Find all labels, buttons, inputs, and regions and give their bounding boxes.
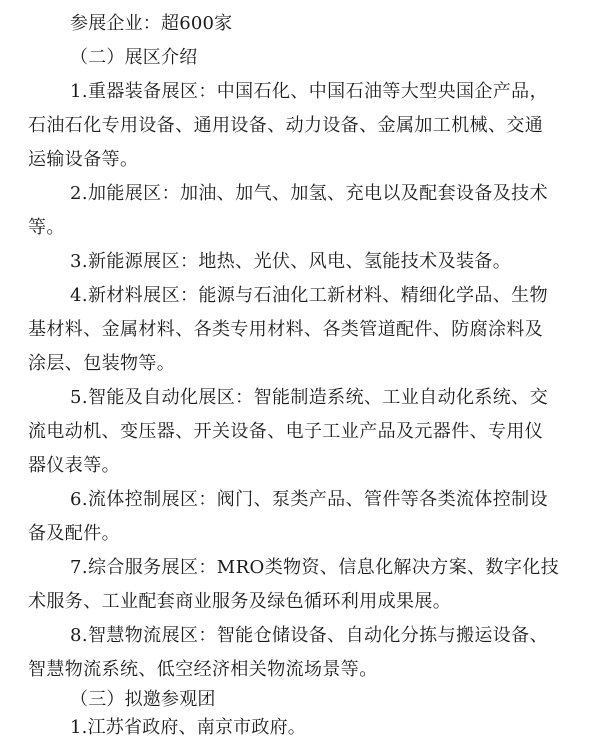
zone-1-line-2: 石油石化专用设备、通用设备、动力设备、金属加工机械、交通 <box>28 115 544 136</box>
zone-item-8-cont <box>28 653 378 687</box>
zone-8-line-2: 智慧物流系统、低空经济相关物流场景等。 <box>28 659 378 680</box>
zone-item-1 <box>70 75 548 109</box>
zone-1-line-1: 1.重器装备展区：中国石化、中国石油等大型央国企产品， <box>70 81 548 102</box>
zone-3-line-1: 3.新能源展区：地热、光伏、风电、氢能技术及装备。 <box>70 251 512 272</box>
zone-6-line-1: 6.流体控制展区：阀门、泵类产品、管件等各类流体控制设 <box>70 489 548 510</box>
zone-item-7-cont <box>28 585 451 619</box>
zone-4-line-1: 4.新材料展区：能源与石油化工新材料、精细化学品、生物 <box>70 285 548 306</box>
zone-item-5-cont <box>28 415 543 483</box>
zone-1-line-3: 运输设备等。 <box>28 149 139 170</box>
zone-4-line-3: 涂层、包装物等。 <box>28 353 176 374</box>
zone-item-4 <box>70 279 548 313</box>
section-heading-visitors: （三）拟邀参观团 <box>70 689 216 710</box>
zone-8-line-1: 8.智慧物流展区：智能仓储设备、自动化分拣与搬运设备、 <box>70 625 548 646</box>
zone-5-line-1: 5.智能及自动化展区：智能制造系统、工业自动化系统、交 <box>70 387 548 408</box>
zone-4-line-2: 基材料、金属材料、各类专用材料、各类管道配件、防腐涂料及 <box>28 319 544 340</box>
zone-2-line-1: 2.加能展区：加油、加气、加氢、充电以及配套设备及技术 <box>70 183 548 204</box>
zone-item-5 <box>70 381 548 415</box>
zone-item-2 <box>70 177 548 211</box>
zone-7-line-2: 术服务、工业配套商业服务及绿色循环利用成果展。 <box>28 591 452 612</box>
visitor-item-1: 1.江苏省政府、南京市政府。 <box>70 717 306 738</box>
zone-item-7 <box>70 551 559 585</box>
zone-5-line-3: 器仪表等。 <box>28 455 120 476</box>
zone-2-line-2: 等。 <box>28 217 65 238</box>
section-heading-zones: （二）展区介绍 <box>70 47 198 68</box>
zone-item-4-cont <box>28 313 543 381</box>
zone-item-6 <box>70 483 548 517</box>
zone-item-6-cont <box>28 517 120 551</box>
zone-item-3 <box>70 245 511 279</box>
exhibitors-count: 参展企业：超600家 <box>70 13 233 34</box>
zone-item-8 <box>70 619 548 653</box>
zone-item-2-cont <box>28 211 65 245</box>
zone-7-line-1: 7.综合服务展区：MRO类物资、信息化解决方案、数字化技 <box>70 557 560 578</box>
zone-6-line-2: 备及配件。 <box>28 523 120 544</box>
zone-item-1-cont <box>28 109 543 177</box>
zone-5-line-2: 流电动机、变压器、开关设备、电子工业产品及元器件、专用仪 <box>28 421 544 442</box>
